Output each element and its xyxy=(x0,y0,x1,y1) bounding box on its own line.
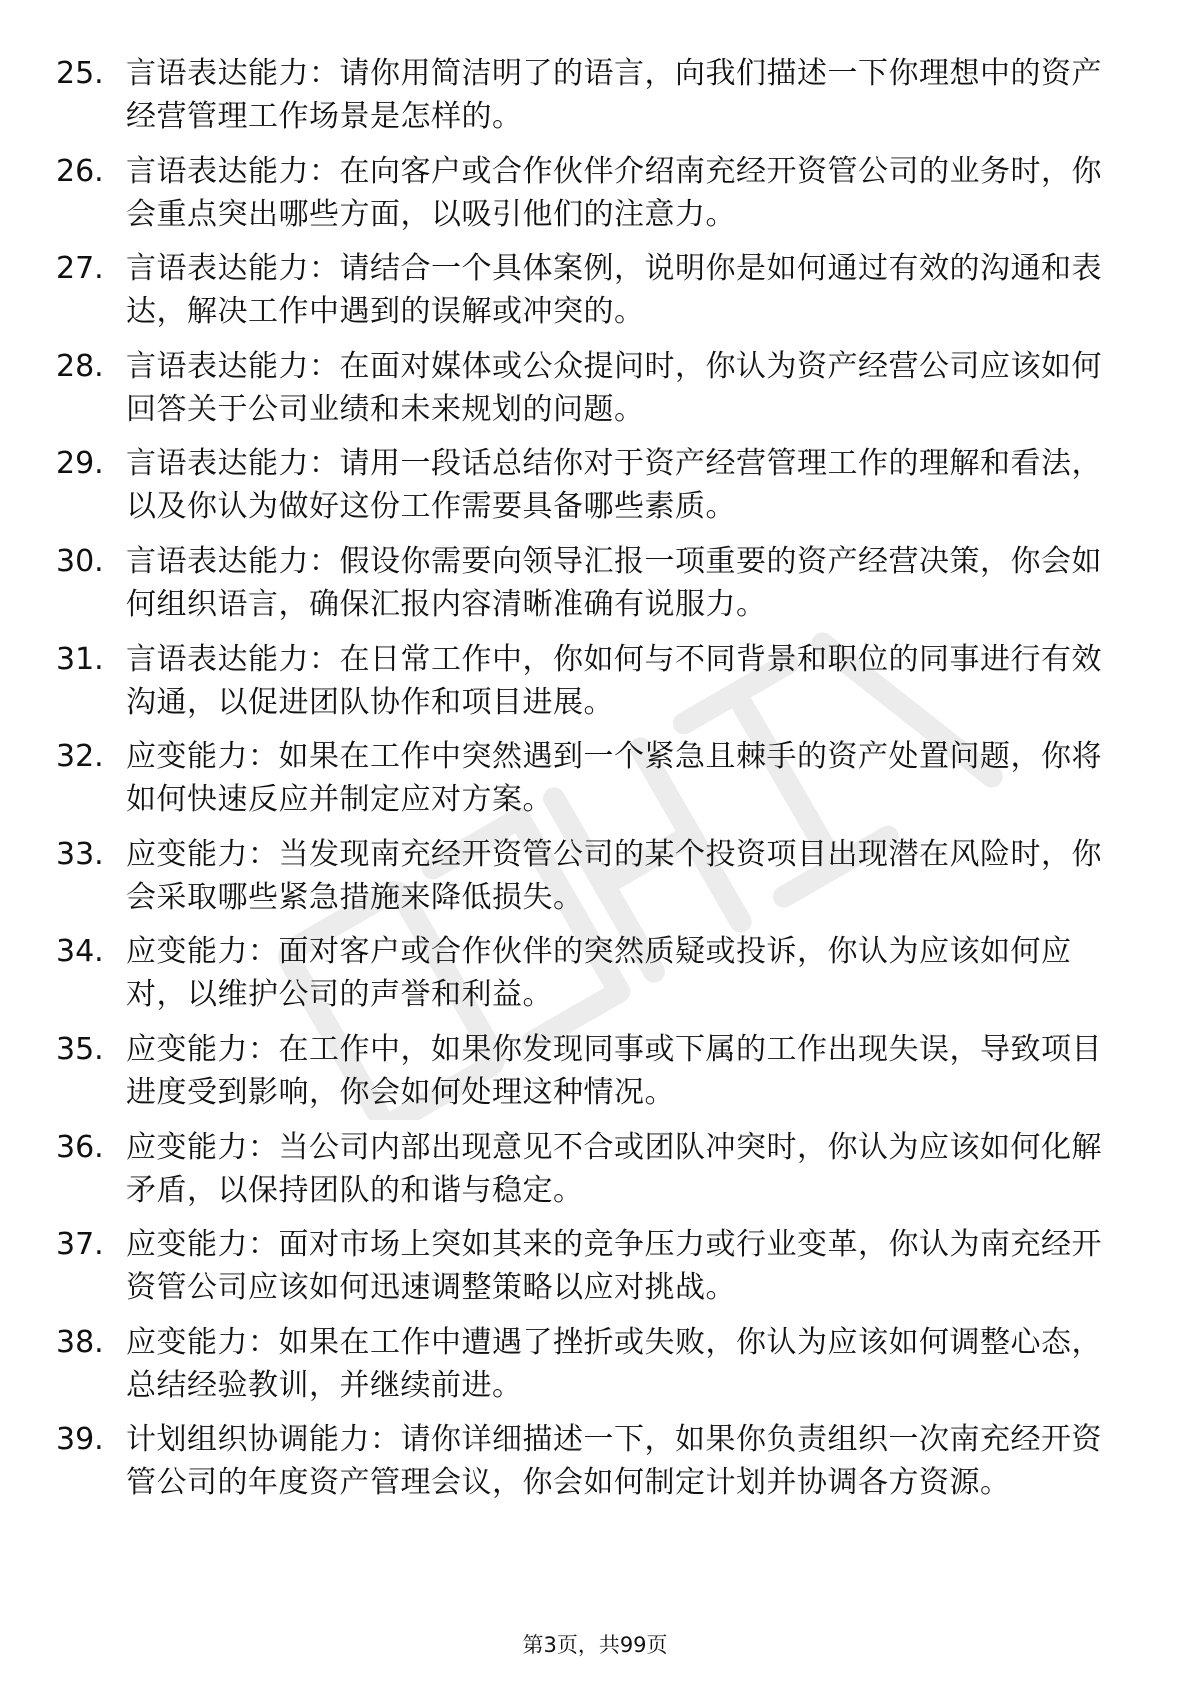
question-number: 31. xyxy=(56,641,104,677)
list-item xyxy=(0,1321,1190,1407)
list-item xyxy=(0,833,1190,919)
list-item xyxy=(0,150,1190,236)
page-number: 第3页，共99页 xyxy=(522,1633,668,1657)
question-text: 言语表达能力：请结合一个具体案例，说明你是如何通过有效的沟通和表达，解决工作中遇到的误解或冲突的。 xyxy=(126,251,1102,330)
question-number: 30. xyxy=(56,543,104,579)
question-number: 28. xyxy=(56,348,104,384)
list-item xyxy=(0,247,1190,333)
question-text: 应变能力：面对客户或合作伙伴的突然质疑或投诉，你认为应该如何应对，以维护公司的声誉和利益。 xyxy=(126,934,1072,1013)
question-text: 言语表达能力：在面对媒体或公众提问时，你认为资产经营公司应该如何回答关于公司业绩和未来规划的问题。 xyxy=(126,348,1102,427)
list-item xyxy=(0,735,1190,821)
list-item xyxy=(0,1223,1190,1309)
list-item xyxy=(0,52,1190,138)
question-number: 36. xyxy=(56,1129,104,1165)
question-text: 应变能力：当发现南充经开资管公司的某个投资项目出现潜在风险时，你会采取哪些紧急措施来降低损失。 xyxy=(126,836,1102,915)
question-text: 应变能力：当公司内部出现意见不合或团队冲突时，你认为应该如何化解矛盾，以保持团队的和谐与稳定。 xyxy=(126,1129,1102,1208)
question-text: 应变能力：面对市场上突如其来的竞争压力或行业变革，你认为南充经开资管公司应该如何迅速调整策略以应对挑战。 xyxy=(126,1227,1102,1306)
list-item xyxy=(0,1028,1190,1114)
question-text: 言语表达能力：假设你需要向领导汇报一项重要的资产经营决策，你会如何组织语言，确保汇报内容清晰准确有说服力。 xyxy=(126,543,1102,622)
question-number: 26. xyxy=(56,153,104,189)
question-text: 计划组织协调能力：请你详细描述一下，如果你负责组织一次南充经开资管公司的年度资产管理会议，你会如何制定计划并协调各方资源。 xyxy=(126,1422,1102,1501)
list-item xyxy=(0,930,1190,1016)
question-text: 言语表达能力：请你用简洁明了的语言，向我们描述一下你理想中的资产经营管理工作场景是怎样的。 xyxy=(126,56,1102,134)
list-item xyxy=(0,1418,1190,1547)
question-number: 35. xyxy=(56,1031,104,1067)
question-list xyxy=(0,52,1190,1559)
question-text: 应变能力：如果在工作中突然遇到一个紧急且棘手的资产处置问题，你将如何快速反应并制定应对方案。 xyxy=(126,739,1102,818)
list-item xyxy=(0,1126,1190,1212)
question-number: 27. xyxy=(56,251,104,287)
question-number: 39. xyxy=(56,1422,104,1458)
question-number: 32. xyxy=(56,739,104,775)
question-text: 言语表达能力：在日常工作中，你如何与不同背景和职位的同事进行有效沟通，以促进团队协作和项目进展。 xyxy=(126,641,1102,720)
question-text: 应变能力：如果在工作中遭遇了挫折或失败，你认为应该如何调整心态，总结经验教训，并继续前进。 xyxy=(126,1324,1102,1403)
list-item xyxy=(0,345,1190,431)
question-number: 29. xyxy=(56,446,104,482)
question-number: 38. xyxy=(56,1324,104,1360)
list-item xyxy=(0,442,1190,528)
question-text: 言语表达能力：在向客户或合作伙伴介绍南充经开资管公司的业务时，你会重点突出哪些方面，以吸引他们的注意力。 xyxy=(126,153,1102,232)
list-item xyxy=(0,638,1190,724)
question-number: 34. xyxy=(56,934,104,970)
question-number: 37. xyxy=(56,1227,104,1263)
list-item xyxy=(0,540,1190,626)
question-text: 言语表达能力：请用一段话总结你对于资产经营管理工作的理解和看法，以及你认为做好这份工作需要具备哪些素质。 xyxy=(126,446,1102,525)
question-number: 25. xyxy=(56,56,104,91)
question-text: 应变能力：在工作中，如果你发现同事或下属的工作出现失误，导致项目进度受到影响，你会如何处理这种情况。 xyxy=(126,1031,1102,1110)
question-number: 33. xyxy=(56,836,104,872)
